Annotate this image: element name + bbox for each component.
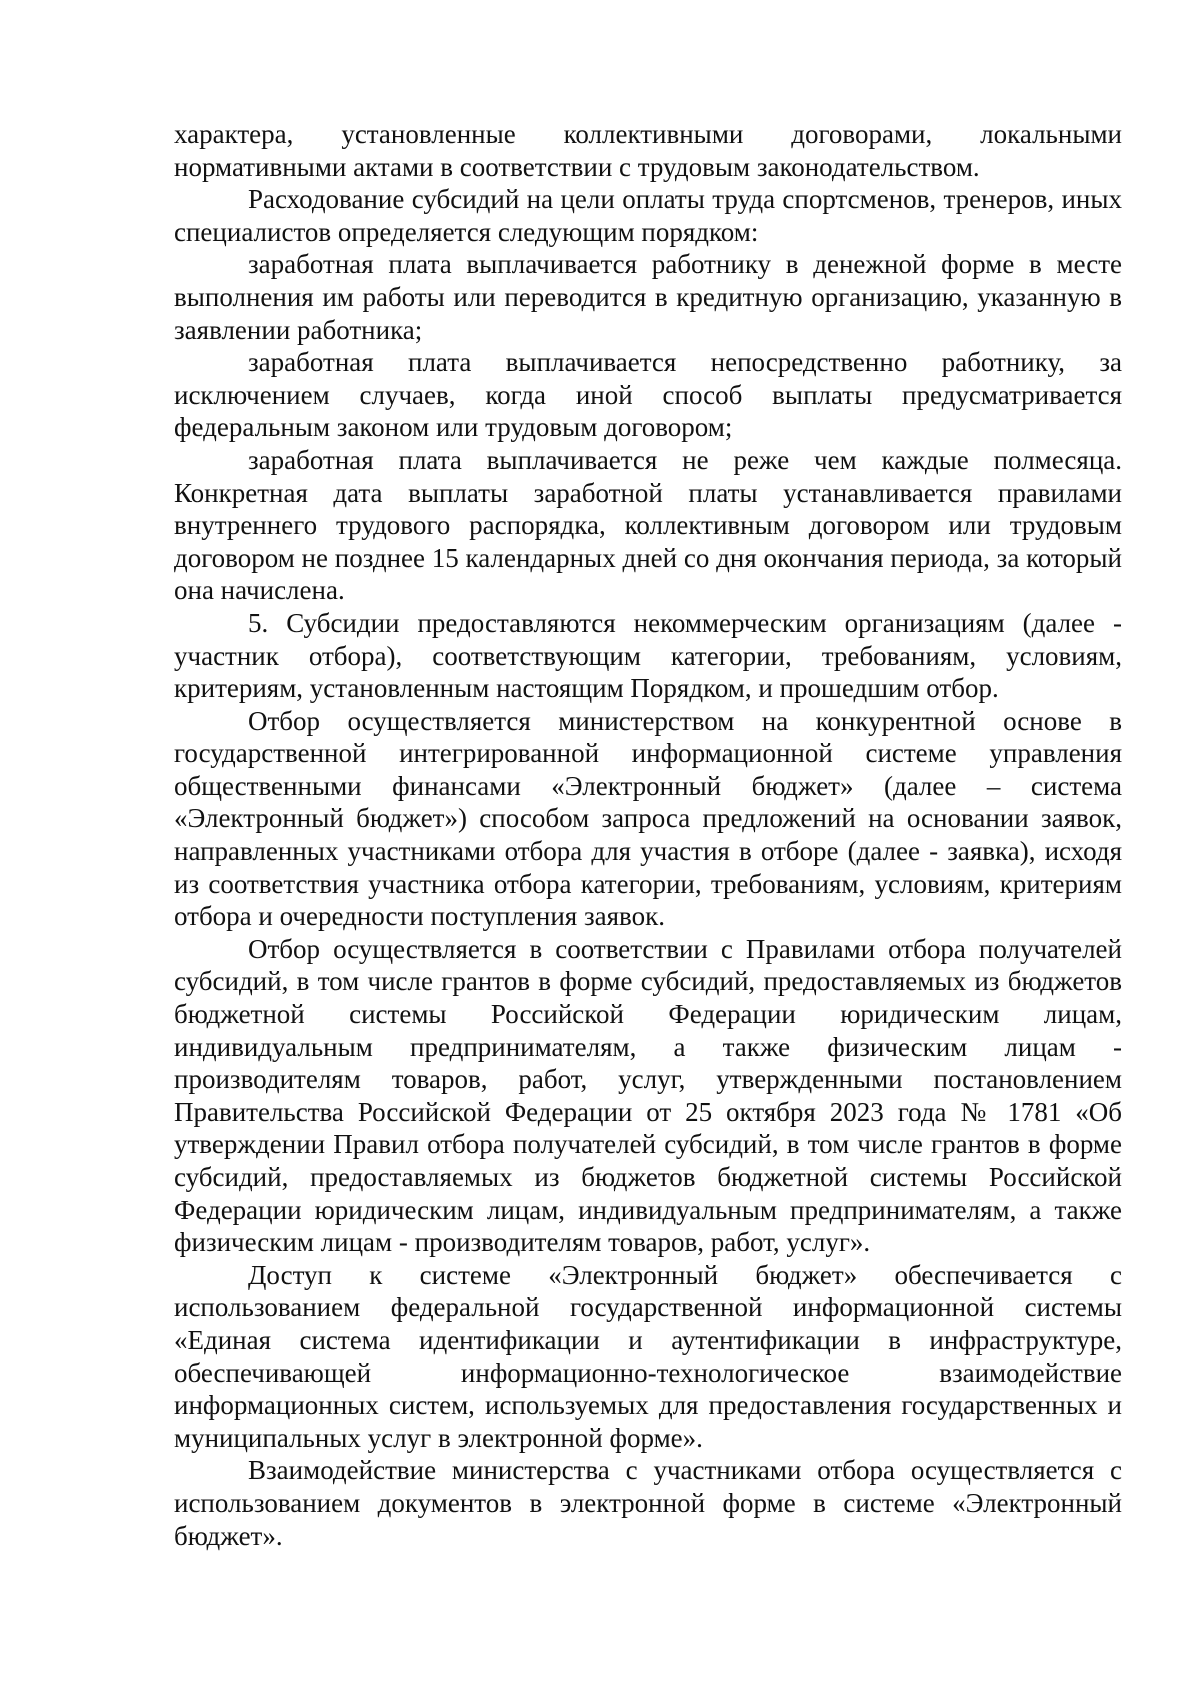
paragraph-interaction: Взаимодействие министерства с участниками отбора осуществляется с использованием документов в электронной форме в системе «Электронный бюджет». (174, 1455, 1122, 1551)
document-body (174, 118, 1122, 1552)
paragraph-salary-frequency: заработная плата выплачивается не реже чем каждые полмесяца. Конкретная дата выплаты заработной платы устанавливается правилами внутреннего трудового распорядка, коллективным договором или трудовым договором не позднее 15 календарных дней со дня окончания периода, за который она начислена. (174, 444, 1122, 606)
paragraph-salary-direct: заработная плата выплачивается непосредственно работнику, за исключением случаев, когда иной способ выплаты предусматривается федеральным законом или трудовым договором; (174, 347, 1122, 443)
paragraph-salary-form: заработная плата выплачивается работнику в денежной форме в месте выполнения им работы или переводится в кредитную организацию, указанную в заявлении работника; (174, 249, 1122, 345)
paragraph-salary-order: Расходование субсидий на цели оплаты труда спортсменов, тренеров, иных специалистов определяется следующим порядком: (174, 184, 1122, 247)
paragraph-selection-rules: Отбор осуществляется в соответствии с Правилами отбора получателей субсидий, в том числе грантов в форме субсидий, предоставляемых из бюджетов бюджетной системы Российской Федерации юридическим лицам, индивидуальным предпринимателям, а также физическим лицам - производителям товаров, работ, услуг, утвержденными постановлением Правительства Российской Федерации от 25 октября 2023 года № 1781 «Об утверждении Правил отбора получателей субсидий, в том числе грантов в форме субсидий, предоставляемых из бюджетов бюджетной системы Российской Федерации юридическим лицам, индивидуальным предпринимателям, а также физическим лицам - производителям товаров, работ, услуг». (174, 933, 1122, 1258)
paragraph-selection-system: Отбор осуществляется министерством на конкурентной основе в государственной интегрированной информационной системе управления общественными финансами «Электронный бюджет» (далее – система «Электронный бюджет») способом запроса предложений на основании заявок, направленных участниками отбора для участия в отборе (далее - заявка), исходя из соответствия участника отбора категории, требованиям, условиям, критериям отбора и очередности поступления заявок. (174, 705, 1122, 932)
paragraph-item-5: 5. Субсидии предоставляются некоммерческим организациям (далее - участник отбора), соответствующим категории, требованиям, условиям, критериям, установленным настоящим Порядком, и прошедшим отбор. (174, 607, 1122, 704)
paragraph-continuation: характера, установленные коллективными договорами, локальными нормативными актами в соответствии с трудовым законодательством. (174, 119, 1122, 182)
paragraph-system-access: Доступ к системе «Электронный бюджет» обеспечивается с использованием федеральной государственной информационной системы «Единая система идентификации и аутентификации в инфраструктуре, обеспечивающей информационно-технологическое взаимодействие информационных систем, используемых для предоставления государственных и муниципальных услуг в электронной форме». (174, 1259, 1122, 1453)
